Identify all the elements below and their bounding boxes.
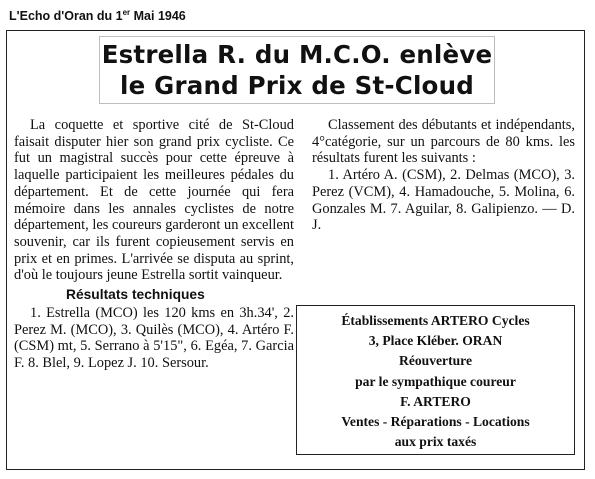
classement-results: 1. Artéro A. (CSM), 2. Delmas (MCO), 3. Perez (VCM), 4. Hamadouche, 5. Molina, 6. Gonzales M. 7. Aguilar, 8. Galipienzo. — D. J. [312,167,575,234]
source-caption [9,8,186,23]
headline-line-1: Estrella R. du M.C.O. enlève [101,40,493,69]
results-heading: Résultats techniques [66,287,205,303]
source-prefix: L'Echo d'Oran du 1 [9,9,123,24]
ad-line-reopening: Réouverture [399,353,472,369]
article-left-column [14,117,294,372]
results-paragraph: 1. Estrella (MCO) les 120 kms en 3h.34', 2. Perez M. (MCO), 3. Quilès (MCO), 4. Artéro F. (CSM) mt, 5. Serrano à 5'15", 6. Egéa, 7. Garcia F. 8. Blel, 9. Lopez J. 10. Sersour. [14,305,294,372]
headline-line-2: le Grand Prix de St-Cloud [120,71,474,100]
source-suffix: Mai 1946 [133,9,186,24]
ad-line-tagline: par le sympathique coureur [355,373,516,389]
classement-intro: Classement des débutants et indépendants, 4°catégorie, sur un parcours de 80 kms. les résultats furent les suivants : [312,117,575,167]
ad-line-prices: aux prix taxés [394,434,477,450]
ad-line-services: Ventes - Réparations - Locations [341,414,530,430]
ad-line-company: Établissements ARTERO Cycles [341,313,530,328]
ad-line-owner: F. ARTERO [400,393,471,409]
ad-line-address: 3, Place Kléber. ORAN [368,333,503,349]
article-right-column [312,117,575,234]
article-paragraph: La coquette et sportive cité de St-Cloud faisait disputer hier son grand prix cycliste. Ce fut un magistral succès pour cette épreuve à laquelle participaient les meilleures pédales du département. Et de cette journée qui fera mémoire dans les annales cyclistes de notre département, les coureurs garderont un excellent souvenir, car ils furent copieusement servis en prix et en primes. L'arrivée se disputa au sprint, d'où le toujours jeune Estrella sortit vainqueur. [14,117,294,284]
source-superscript: er [122,8,131,17]
headline-box [99,36,495,104]
advertisement-box [296,305,575,455]
